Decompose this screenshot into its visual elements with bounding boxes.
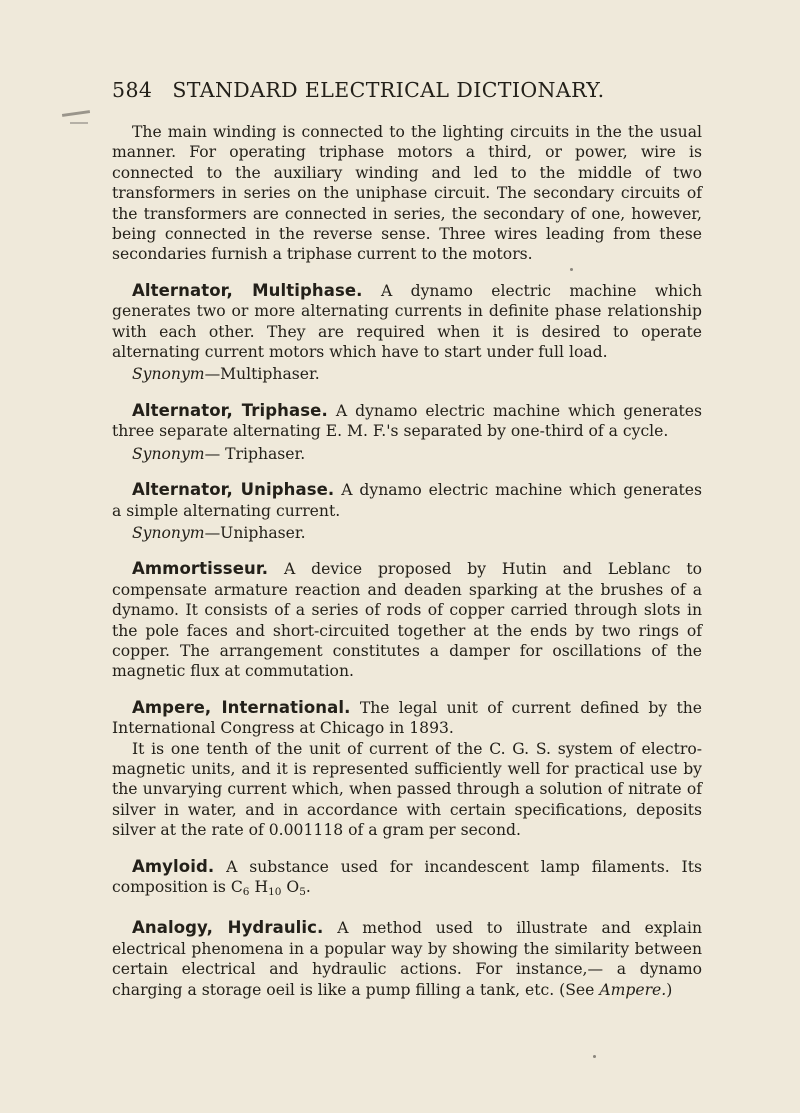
entry-definition: A dynamo electric machine which generates a simple alternating current. <box>112 481 702 520</box>
entry-synonym <box>112 364 702 384</box>
entry-ampere-international <box>112 698 702 841</box>
entry-alternator-triphase <box>112 401 702 464</box>
synonym-label: Synonym <box>132 365 205 384</box>
entry-definition: A device proposed by Hutin and Leblanc to compensate armature reaction and deaden sparking at the brushes of a dynamo. It consists of a series of rods of copper carried through slots in the pole faces and short-circuited together at the ends by two rings of copper. The arrangement constitutes a damper for oscillations of the magnetic flux at commutation. <box>112 560 702 681</box>
entry-definition: A substance used for incandescent lamp filaments. Its composition is <box>112 857 702 896</box>
page-edge-mark <box>62 110 90 117</box>
entry-alternator-multiphase <box>112 281 702 385</box>
entry-definition: A dynamo electric machine which generates three separate alternating E. M. F.'s separated by one-third of a cycle. <box>112 401 702 441</box>
intro-paragraph: The main winding is connected to the lighting circuits in the the usual manner. For operating triphase motors a third, or power, wire is connected to the auxiliary winding and led to the middle of two transformers in series on the uniphase circuit. The secondary circuits of the transformers are connected in series, the secondary of one, however, being connected in the reverse sense. Three wires leading from these secondaries furnish a triphase current to the motors. <box>112 123 702 264</box>
entry-paragraph <box>112 480 702 521</box>
entry-term: Analogy, Hydraulic. <box>132 918 324 938</box>
intro-entry <box>112 122 702 265</box>
entry-term: Alternator, Uniphase. <box>132 480 335 500</box>
entry-term: Alternator, Triphase. <box>132 400 328 420</box>
entry-term: Alternator, Multiphase. <box>132 280 363 300</box>
entry-synonym <box>112 523 702 543</box>
synonym-value: —Uniphaser. <box>204 523 306 542</box>
paper-speck <box>593 1055 596 1058</box>
page-header <box>112 78 712 106</box>
chemical-formula: $C_6$ $H_{10}$ $O_5$. <box>230 878 311 898</box>
entry-paragraph <box>112 698 702 739</box>
synonym-label: Synonym <box>132 523 205 542</box>
entry-term: Ammortisseur. <box>132 559 269 579</box>
entry-definition: A dynamo electric machine which generates two or more alternating currents in definite phase relationship with each other. They are required when it is desired to operate alternating current motors which have to start under full load. <box>112 281 702 362</box>
entry-ammortisseur <box>112 559 702 681</box>
entry-amyloid <box>112 857 702 903</box>
entry-synonym <box>112 444 702 464</box>
page-body <box>112 122 702 1016</box>
entry-paragraph <box>112 918 702 1000</box>
entry-term: Ampere, International. <box>132 697 351 717</box>
entry-analogy-hydraulic <box>112 918 702 1000</box>
cross-reference: (See Ampere.) <box>559 980 673 999</box>
entry-paragraph <box>112 857 702 903</box>
synonym-value: —Multiphaser. <box>204 365 320 384</box>
entry-paragraph-continued: It is one tenth of the unit of current of the C. G. S. system of electro-magnetic units, and it is represented sufficiently well for practical use by the unvarying current which, when passed through a solution of nitrate of silver in water, and in accordance with certain specifications, deposits silver at the rate of 0.001118 of a gram per second. <box>112 739 702 840</box>
entry-definition: The legal unit of current defined by the International Congress at Chicago in 1893. <box>112 698 702 738</box>
entry-term: Amyloid. <box>132 856 215 876</box>
page-edge-mark <box>70 122 88 124</box>
synonym-label: Synonym <box>132 444 205 463</box>
synonym-value: — Triphaser. <box>204 444 306 463</box>
entry-paragraph <box>112 401 702 442</box>
running-title: STANDARD ELECTRICAL DICTIONARY. <box>172 78 605 102</box>
cross-reference-term: Ampere. <box>599 980 667 999</box>
entry-paragraph <box>112 281 702 363</box>
entry-paragraph <box>112 559 702 681</box>
entry-definition: A method used to illustrate and explain electrical phenomena in a popular way by showing the similarity between certain electrical and hydraulic actions. For instance,— a dynamo charging a storage oeil is like a pump filling a tank, etc. <box>112 919 702 999</box>
page-number: 584 <box>112 78 153 102</box>
paper-speck <box>570 268 573 271</box>
entry-alternator-uniphase <box>112 480 702 543</box>
